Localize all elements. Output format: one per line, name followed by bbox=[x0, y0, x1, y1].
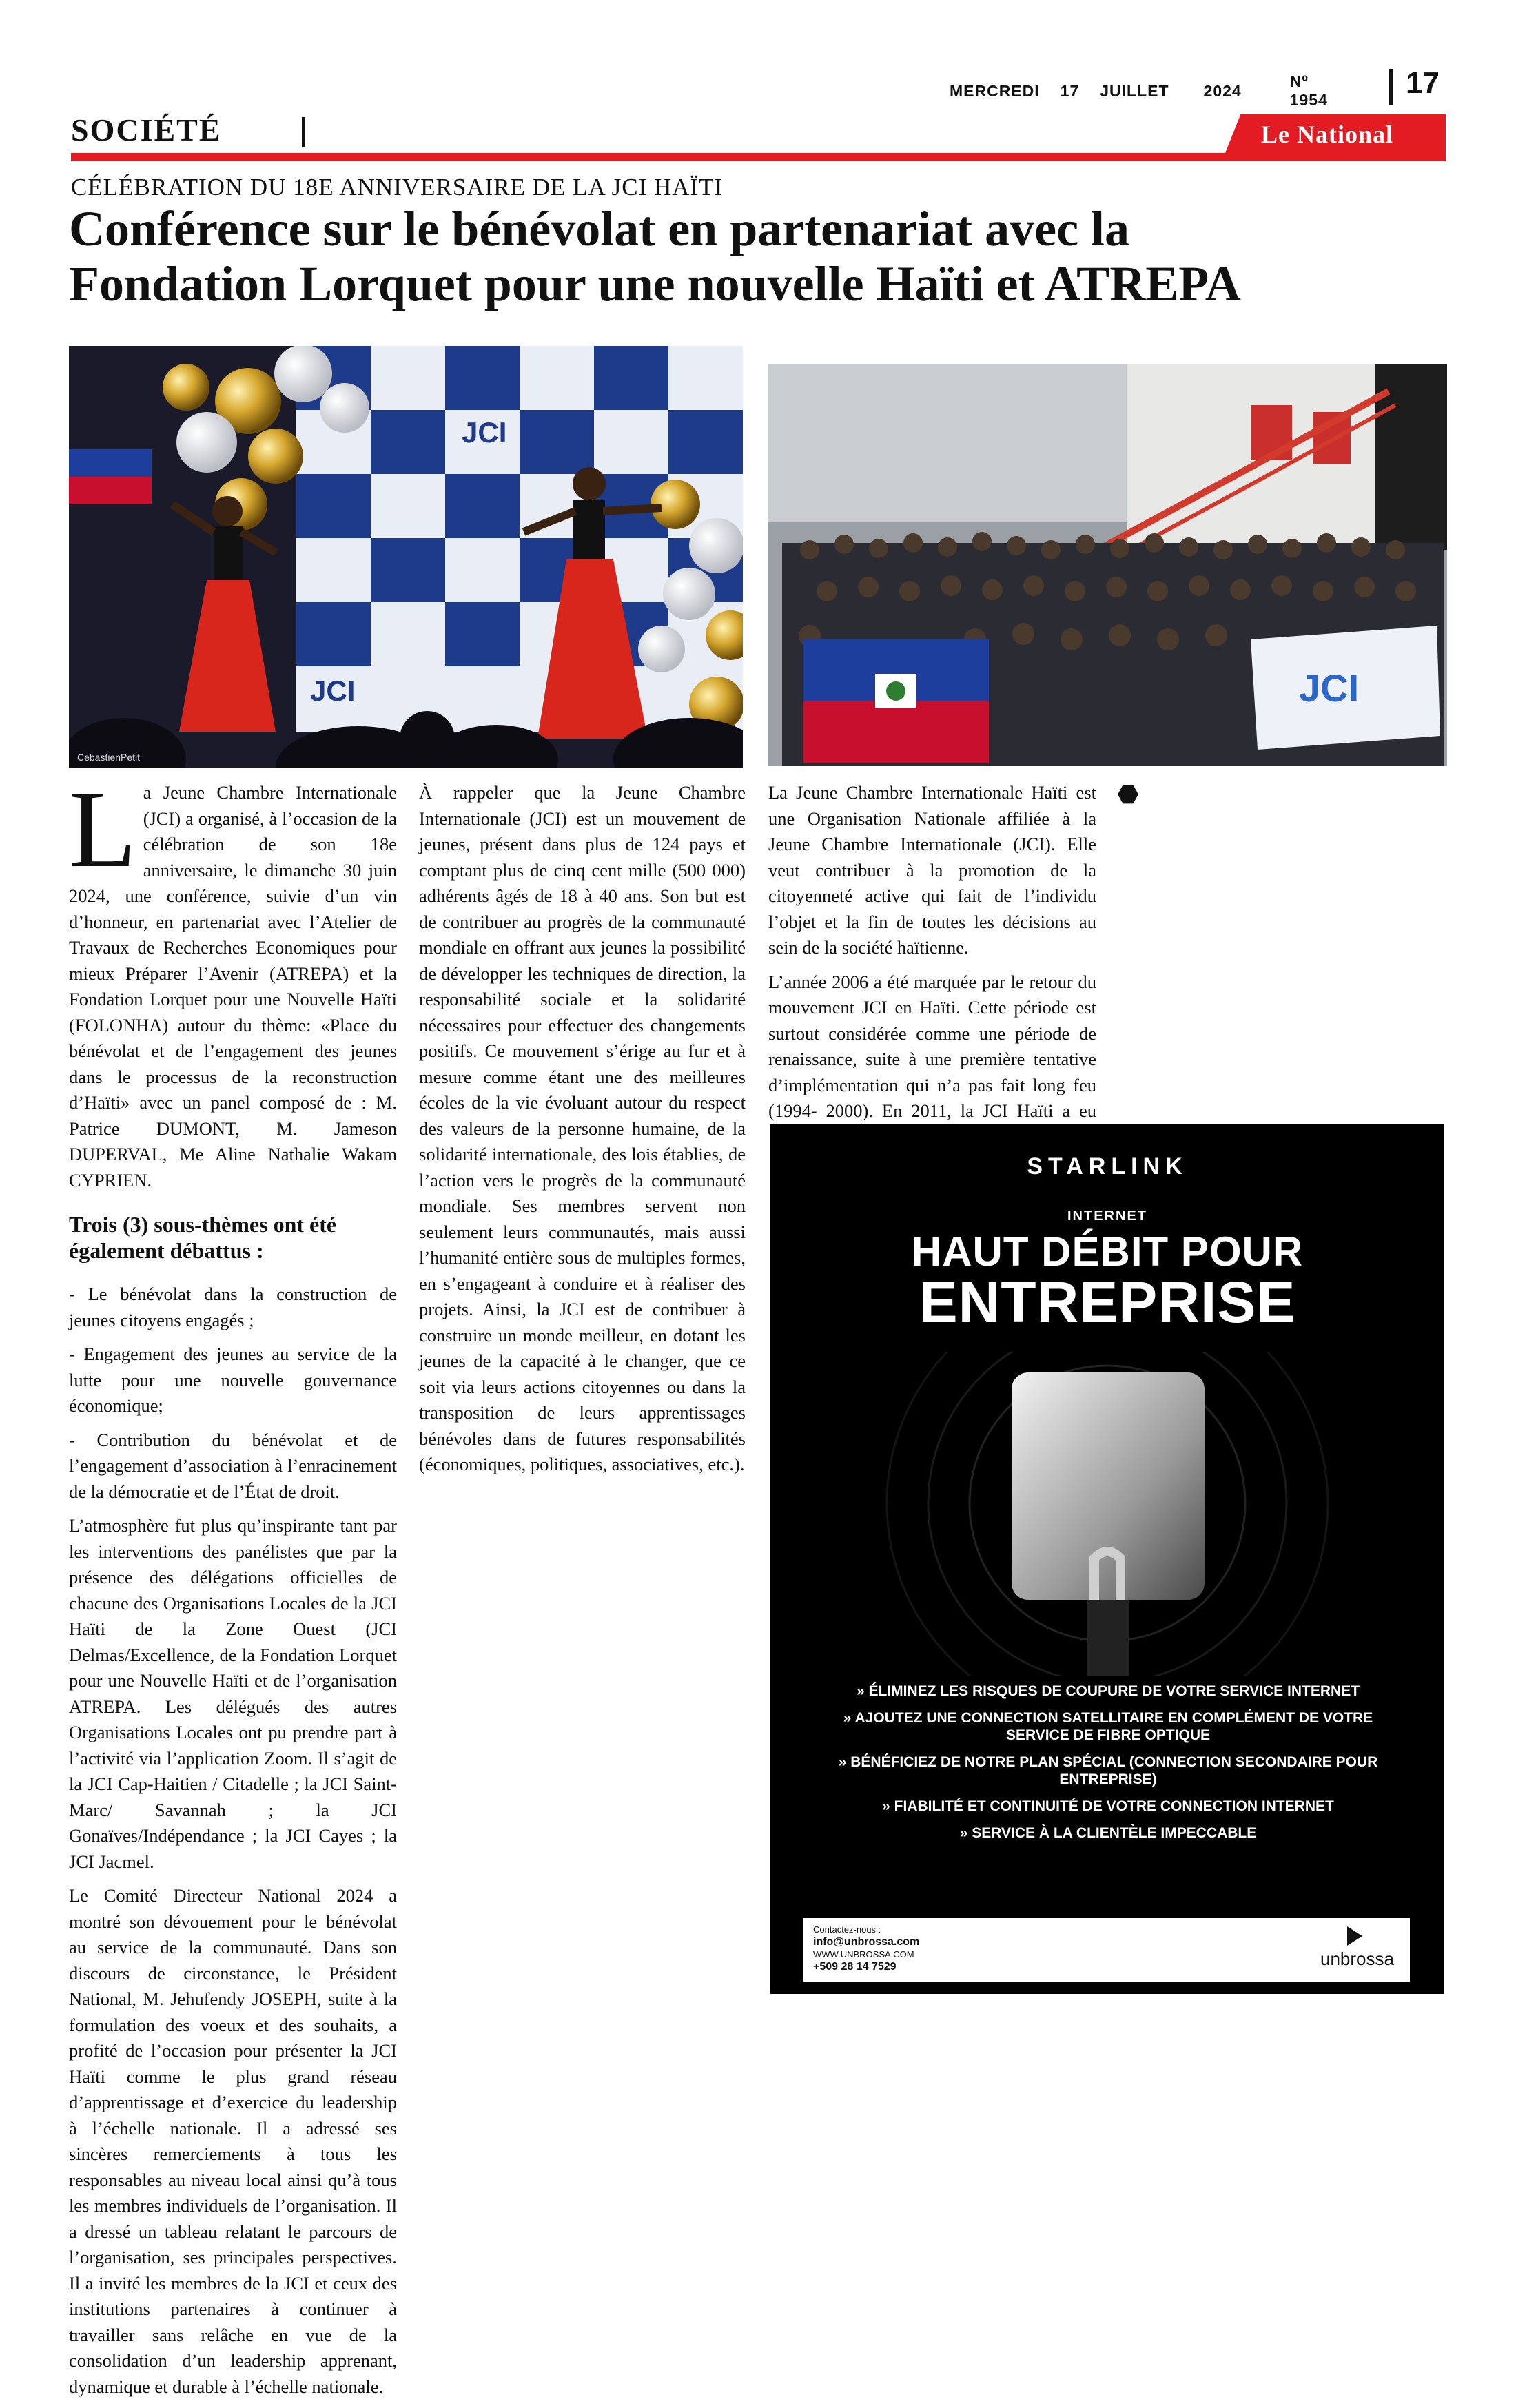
ad-website: WWW.UNBROSSA.COM bbox=[813, 1949, 914, 1959]
ad-title-line-2: ENTREPRISE bbox=[919, 1270, 1296, 1335]
subtheme-3: - Contribution du bénévolat et de l’engagement d’association à l’enracinement de la démocratie et de l’État de droit. bbox=[69, 1429, 397, 1502]
paragraph-atmosphere: L’atmosphère fut plus qu’inspirante tant par les interventions des panélistes que par la présence des délégations officielles de chacune des Organisations Locales de la JCI Haïti de la Zone Ouest (JCI Delmas/Excellence, de la Fondation Lorquet pour une Nouvelle Haïti et de l’organisation ATREPA. Les délégués des autres Organisations Locales ont pu prendre part à l’activité via l’application Zoom. Il s’agit de la JCI Cap-Haitien / Citadelle ; la JCI Saint-Marc/ Savannah ; la JCI Gonaïves/Indépendance ; la JCI Cayes ; la JCI Jacmel. bbox=[69, 1515, 397, 1872]
ad-benefit-3: » BÉNÉFICIEZ DE NOTRE PLAN SPÉCIAL (CONNECTION SECONDAIRE POUR ENTREPRISE) bbox=[838, 1754, 1378, 1787]
paragraph-comite-text: Le Comité Directeur National 2024 a montré son dévouement pour le bénévolat au service de la communauté. Dans son discours de circonstance, le Président National, M. Jehufendy JOSEPH, suite à la formulation des voeux et des souhaits, a profité de l’occasion pour présenter la JCI Haïti comme le plus grand réseau d’apprentissage et d’exercice du leadership à l’échelle nationale. Il a adressé ses sincères remerciements à tous les responsables au niveau local ainsi qu’à tous les membres individuels de l’organisation. Il a dressé un tableau relatant le parcours de l’organisation, ses principales perspectives. Il a invité les membres de la JCI et ceux des institutions partenaires à continuer à travailler sans relâche en vue de la consolidation d’un leadership apprenant, dynamique et durable à l’échelle nationale. bbox=[69, 1885, 397, 2397]
headline-line-1: Conférence sur le bénévolat en partenariat avec la bbox=[69, 201, 1130, 256]
ad-email: info@unbrossa.com bbox=[813, 1936, 920, 1948]
end-of-article bbox=[1118, 780, 1446, 806]
ad-benefit-5: » SERVICE À LA CLIENTÈLE IMPECCABLE bbox=[959, 1825, 1257, 1841]
drop-cap: L bbox=[69, 768, 136, 890]
issue-number: Nº 1954 bbox=[1289, 72, 1328, 109]
subtheme-1: - Le bénévolat dans la construction de jeunes citoyens engagés ; bbox=[69, 1284, 397, 1330]
date-day: MERCREDI bbox=[950, 81, 1040, 100]
dancers-illustration bbox=[69, 346, 743, 768]
ad-title-line-1: HAUT DÉBIT POUR bbox=[911, 1228, 1304, 1275]
paragraph-intro bbox=[69, 768, 397, 1193]
date-number: 17 bbox=[1060, 81, 1080, 100]
paragraph-jci-haiti: La Jeune Chambre Internationale Haïti est une Organisation Nationale affiliée à la Jeune Chambre Internationale (JCI). Elle veut contribuer à la promotion de la citoyenneté active qui fait de l’individu l’objet et la fin de toutes les décisions au sein de la société haïtienne. bbox=[768, 782, 1096, 958]
subtheme-2: - Engagement des jeunes au service de la lutte pour une nouvelle gouvernance économique; bbox=[69, 1344, 397, 1416]
group-photo-illustration bbox=[768, 364, 1447, 766]
play-icon bbox=[1347, 1926, 1362, 1946]
header-rule bbox=[71, 153, 1446, 161]
satellite-dish-icon bbox=[770, 1352, 1444, 1676]
photo-dancers bbox=[69, 346, 743, 768]
headline-line-2: Fondation Lorquet pour une nouvelle Haïti et ATREPA bbox=[69, 256, 1241, 311]
date-line bbox=[950, 72, 1342, 109]
ad-benefits bbox=[812, 1682, 1404, 1851]
article-column-4 bbox=[1118, 780, 1446, 1124]
jci-flag-logo: JCI bbox=[1299, 666, 1360, 710]
ad-phone: +509 28 14 7529 bbox=[813, 1961, 897, 1973]
starlink-advertisement bbox=[770, 1124, 1444, 1994]
paragraph-intro-text: a Jeune Chambre Internationale (JCI) a organisé, à l’occasion de la célébration de son 18e anniversaire, le dimanche 30 juin 2024, une conférence, suivie d’un vin d’honneur, en partenariat avec l’Atelier de Travaux de Recherches Economiques pour mieux Préparer l’Avenir (ATREPA) et la Fondation Lorquet pour une Nouvelle Haïti (FOLONHA) autour du thème: «Place du bénévolat et de l’engagement des jeunes dans le processus de la reconstruction d’Haïti» avec un panel composé de : M. Patrice DUMONT, M. Jameson DUPERVAL, Me Aline Nathalie Wakam CYPRIEN. bbox=[69, 782, 397, 1191]
ad-benefit-4: » FIABILITÉ ET CONTINUITÉ DE VOTRE CONNECTION INTERNET bbox=[882, 1798, 1334, 1814]
ad-footer bbox=[803, 1918, 1410, 1982]
article-column-3 bbox=[768, 780, 1096, 1123]
backdrop-logo: JCI bbox=[462, 416, 507, 449]
end-of-article-icon bbox=[1118, 784, 1138, 805]
article-column-2 bbox=[419, 780, 746, 1486]
section-divider bbox=[302, 117, 305, 147]
ad-brand: STARLINK bbox=[1027, 1153, 1188, 1180]
photo-credit: CebastienPetit bbox=[77, 752, 141, 763]
paragraph-2006: L’année 2006 a été marquée par le retour du mouvement JCI en Haïti. Cette période est surtout considérée comme une période de renaissance, suite à une première tentative d’implémentation qui n’a pas fait long feu (1994- 2000). En 2011, la JCI Haïti a eu bbox=[768, 971, 1096, 1121]
subheading: Trois (3) sous-thèmes ont été également débattus : bbox=[69, 1212, 337, 1263]
ad-internet-label: INTERNET bbox=[1067, 1208, 1147, 1224]
article-column-1 bbox=[69, 768, 397, 2408]
article-kicker: CÉLÉBRATION DU 18E ANNIVERSAIRE DE LA JCI HAÏTI bbox=[71, 174, 724, 200]
ad-benefit-2: » AJOUTEZ UNE CONNECTION SATELLITAIRE EN COMPLÉMENT DE VOTRE SERVICE DE FIBRE OPTIQUE bbox=[843, 1710, 1373, 1743]
photo-group bbox=[768, 364, 1447, 766]
backdrop-logo-2: JCI bbox=[310, 675, 356, 707]
date-month: JUILLET bbox=[1100, 81, 1169, 100]
ad-contact-label: Contactez-nous : bbox=[813, 1924, 881, 1935]
page-number-divider bbox=[1389, 69, 1393, 105]
section-title: SOCIÉTÉ bbox=[71, 112, 222, 147]
paragraph-comite bbox=[69, 1883, 397, 2400]
newspaper-brand: Le National bbox=[1261, 121, 1394, 148]
ad-contact bbox=[813, 1924, 919, 1973]
ad-benefit-1: » ÉLIMINEZ LES RISQUES DE COUPURE DE VOTRE SERVICE INTERNET bbox=[856, 1683, 1360, 1699]
date-year: 2024 bbox=[1203, 81, 1242, 100]
article-headline bbox=[69, 201, 1447, 311]
page-number: 17 bbox=[1406, 66, 1440, 100]
ad-logo bbox=[1320, 1926, 1394, 1970]
ad-logo-text: unbrossa bbox=[1320, 1948, 1394, 1969]
paragraph-jci-mouvement: À rappeler que la Jeune Chambre Internationale (JCI) est un mouvement de jeunes, présent dans plus de 124 pays et comptant plus de cinq cent mille (500 000) adhérents âgés de 18 à 40 ans. Son but est de contribuer au progrès de la communauté mondiale en offrant aux jeunes la possibilité de développer les techniques de direction, la responsabilité sociale et la solidarité nécessaires pour effectuer des changements positifs. Ce mouvement s’érige au fur et à mesure comme étant une des meilleures écoles de la vie évoluant autour du respect des valeurs de la personne humaine, de la solidarité internationale, des lois établies, de l’action vers le progrès de la communauté mondiale. Ses membres servent non seulement leurs communautés, mais aussi l’humanité entière sous de multiples formes, en s’engageant à conduire et à réaliser des projets. Ainsi, la JCI est de contribuer à construire un monde meilleur, en dotant les jeunes de la capacité à le changer, que ce soit via leurs actions citoyennes ou dans la transposition de leurs apprentissages bénévoles dans de futures responsabilités (économiques, politiques, associatives, etc.). bbox=[419, 782, 746, 1474]
